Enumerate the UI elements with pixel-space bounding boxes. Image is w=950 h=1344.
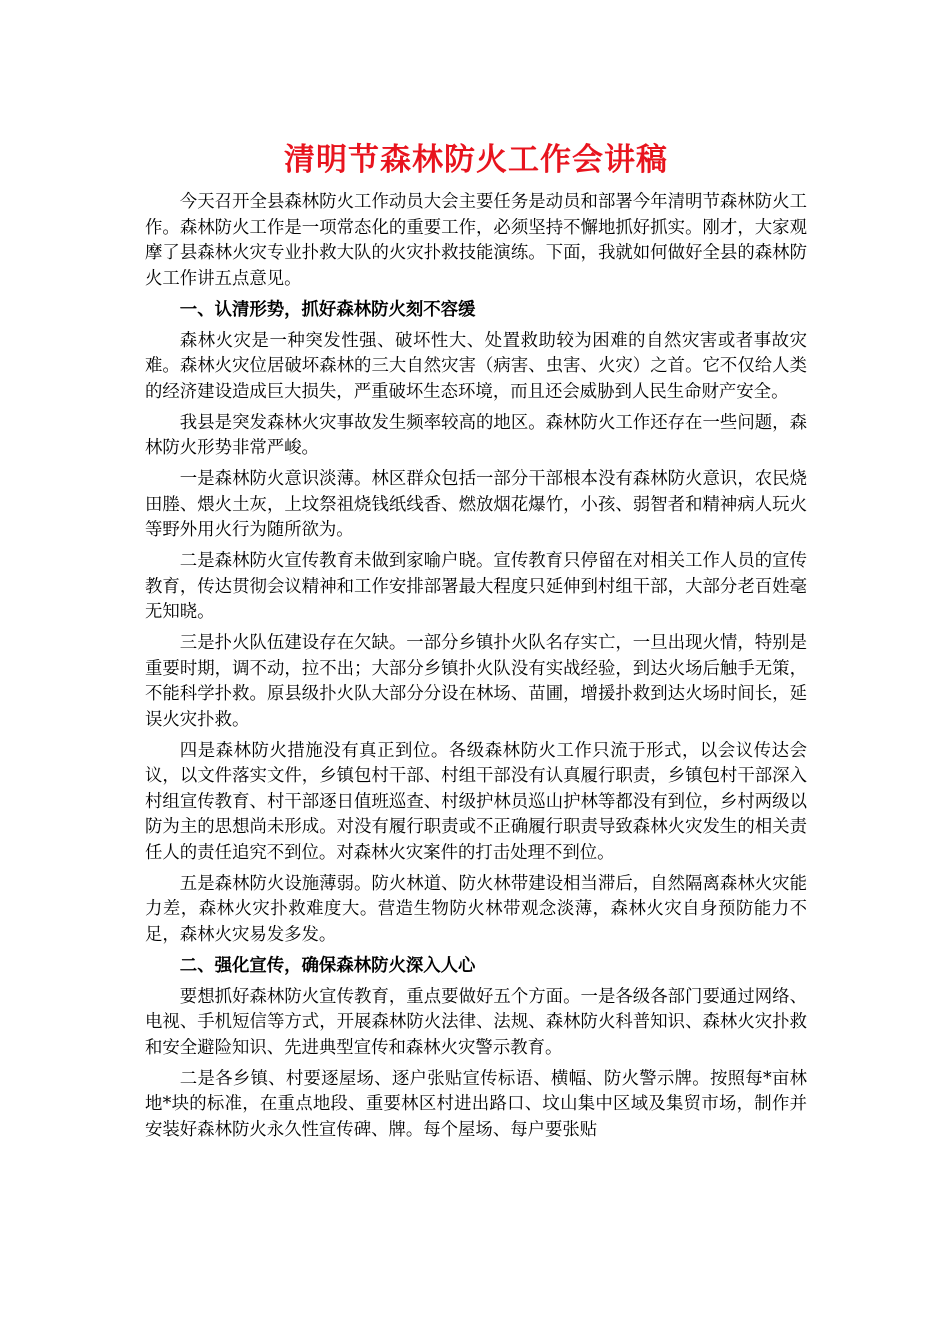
paragraph: 一是森林防火意识淡薄。林区群众包括一部分干部根本没有森林防火意识，农民烧田塍、煨火土灰，上坟祭祖烧钱纸线香、燃放烟花爆竹，小孩、弱智者和精神病人玩火等野外用火行为随所欲为。 (145, 469, 807, 540)
section-heading-1: 一、认清形势，抓好森林防火刻不容缓 (179, 299, 476, 320)
paragraph: 五是森林防火设施薄弱。防火林道、防火林带建设相当滞后，自然隔离森林火灾能力差，森林火灾扑救难度大。营造生物防火林带观念淡薄，森林火灾自身预防能力不足，森林火灾易发多发。 (145, 873, 807, 945)
paragraph: 二是各乡镇、村要逐屋场、逐户张贴宣传标语、横幅、防火警示牌。按照每*亩林地*块的标准，在重点地段、重要林区村进出路口、坟山集中区域及集贸市场，制作并安装好森林防火永久性宣传碑、牌。每个屋场、每户要张贴 (145, 1068, 807, 1140)
paragraph: 我县是突发森林火灾事故发生频率较高的地区。森林防火工作还存在一些问题，森林防火形势非常严峻。 (145, 412, 807, 458)
document-title: 清明节森林防火工作会讲稿 (284, 142, 668, 178)
paragraph: 三是扑火队伍建设存在欠缺。一部分乡镇扑火队名存实亡，一旦出现火情，特别是重要时期，调不动，拉不出；大部分乡镇扑火队没有实战经验，到达火场后触手无策，不能科学扑救。原县级扑火队大部分分设在林场、苗圃，增援扑救到达火场时间长，延误火灾扑救。 (145, 633, 807, 730)
paragraph: 要想抓好森林防火宣传教育，重点要做好五个方面。一是各级各部门要通过网络、电视、手机短信等方式，开展森林防火法律、法规、森林防火科普知识、森林火灾扑救和安全避险知识、先进典型宣传和森林火灾警示教育。 (145, 986, 807, 1058)
paragraph: 森林火灾是一种突发性强、破坏性大、处置救助较为困难的自然灾害或者事故灾难。森林火灾位居破坏森林的三大自然灾害（病害、虫害、火灾）之首。它不仅给人类的经济建设造成巨大损失，严重破坏生态环境，而且还会威胁到人民生命财产安全。 (145, 330, 807, 402)
section-heading-2: 二、强化宣传，确保森林防火深入人心 (179, 955, 476, 976)
paragraph-intro: 今天召开全县森林防火工作动员大会主要任务是动员和部署今年清明节森林防火工作。森林防火工作是一项常态化的重要工作，必须坚持不懈地抓好抓实。刚才，大家观摩了县森林火灾专业扑救大队的火灾扑救技能演练。下面，我就如何做好全县的森林防火工作讲五点意见。 (145, 192, 807, 289)
paragraph: 二是森林防火宣传教育未做到家喻户晓。宣传教育只停留在对相关工作人员的宣传教育，传达贯彻会议精神和工作安排部署最大程度只延伸到村组干部，大部分老百姓毫无知晓。 (145, 551, 807, 622)
document-page (145, 138, 807, 1149)
paragraph: 四是森林防火措施没有真正到位。各级森林防火工作只流于形式，以会议传达会议，以文件落实文件，乡镇包村干部、村组干部没有认真履行职责，乡镇包村干部深入村组宣传教育、村干部逐日值班巡查、村级护林员巡山护林等都没有到位，乡村两级以防为主的思想尚未形成。对没有履行职责或不正确履行职责导致森林火灾发生的相关责任人的责任追究不到位。对森林火灾案件的打击处理不到位。 (145, 740, 807, 863)
